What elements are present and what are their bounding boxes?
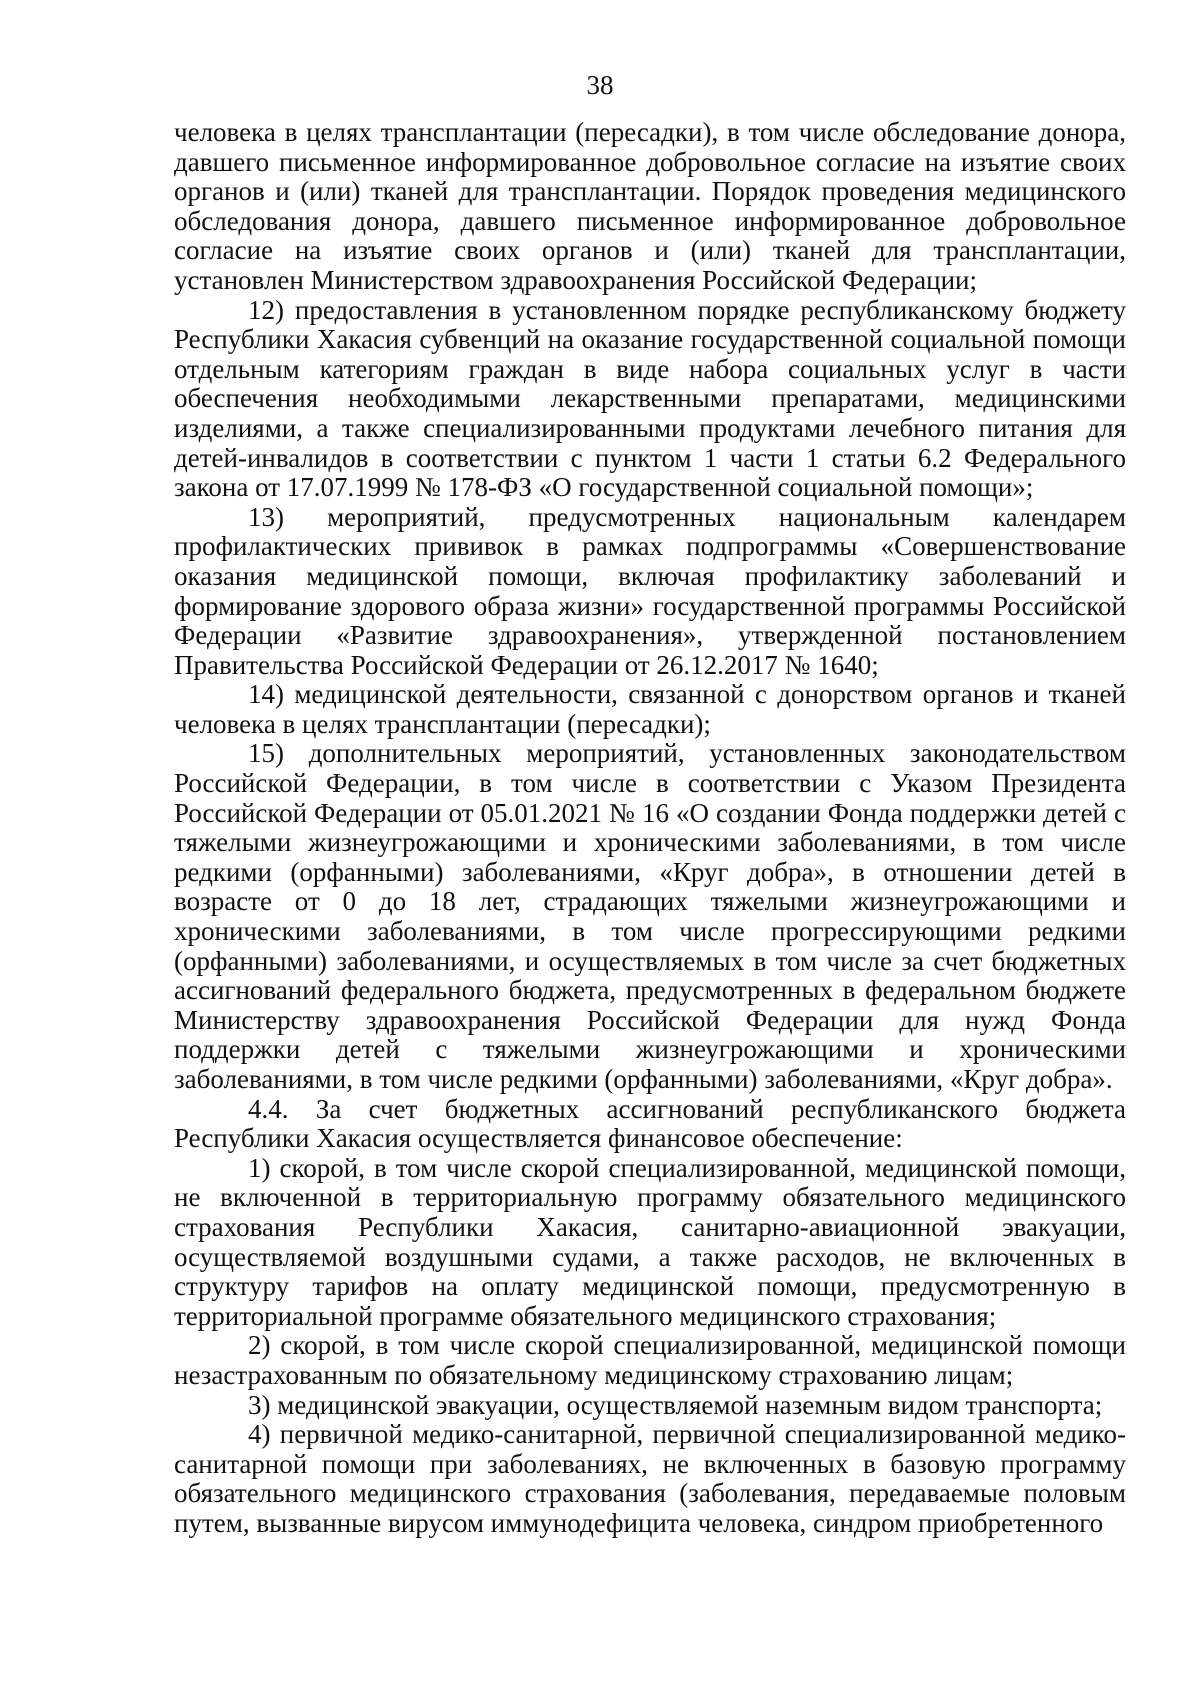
paragraph-subitem-4: 4) первичной медико-санитарной, первичной специализированной медико-санитарной помощи при заболеваниях, не включенных в базовую программу обязательного медицинского страхования (заболевания, передаваемые половым путем, вызванные вирусом иммунодефицита человека, синдром приобретенного [174, 1419, 1126, 1538]
paragraph-subitem-3: 3) медицинской эвакуации, осуществляемой наземным видом транспорта; [248, 1389, 1103, 1420]
document-body [174, 118, 1126, 1539]
paragraph-item-14: 14) медицинской деятельности, связанной с донорством органов и тканей человека в целях трансплантации (пересадки); [174, 679, 1126, 739]
paragraph-item-13: 13) мероприятий, предусмотренных национальным календарем профилактических прививок в рамках подпрограммы «Совершенствование оказания медицинской помощи, включая профилактику заболеваний и формирование здорового образа жизни» государственной программы Российской Федерации «Развитие здравоохранения», утвержденной постановлением Правительства Российской Федерации от 26.12.2017 № 1640; [174, 501, 1126, 680]
paragraph-subitem-1: 1) скорой, в том числе скорой специализированной, медицинской помощи, не включенной в территориальную программу обязательного медицинского страхования Республики Хакасия, санитарно-авиационной эвакуации, осуществляемой воздушными судами, а также расходов, не включенных в структуру тарифов на оплату медицинской помощи, предусмотренную в территориальной программе обязательного медицинского страхования; [174, 1152, 1126, 1331]
page-number: 38 [586, 70, 614, 100]
paragraph-item-15: 15) дополнительных мероприятий, установленных законодательством Российской Федерации, в том числе в соответствии с Указом Президента Российской Федерации от 05.01.2021 № 16 «О создании Фонда поддержки детей с тяжелыми жизнеугрожающими и хроническими заболеваниями, в том числе редкими (орфанными) заболеваниями, «Круг добра», в отношении детей в возрасте от 0 до 18 лет, страдающих тяжелыми жизнеугрожающими и хроническими заболеваниями, в том числе прогрессирующими редкими (орфанными) заболеваниями, и осуществляемых в том числе за счет бюджетных ассигнований федерального бюджета, предусмотренных в федеральном бюджете Министерству здравоохранения Российской Федерации для нужд Фонда поддержки детей с тяжелыми жизнеугрожающими и хроническими заболеваниями, в том числе редкими (орфанными) заболеваниями, «Круг добра». [174, 738, 1126, 1094]
paragraph-section-4-4: 4.4. За счет бюджетных ассигнований республиканского бюджета Республики Хакасия осуществляется финансовое обеспечение: [174, 1093, 1126, 1154]
paragraph-continuation: человека в целях трансплантации (пересадки), в том числе обследование донора, давшего письменное информированное добровольное согласие на изъятие своих органов и (или) тканей для трансплантации. Порядок проведения медицинского обследования донора, давшего письменное информированное добровольное согласие на изъятие своих органов и (или) тканей для трансплантации, установлен Министерством здравоохранения Российской Федерации; [174, 117, 1126, 295]
paragraph-subitem-2: 2) скорой, в том числе скорой специализированной, медицинской помощи незастрахованным по обязательному медицинскому страхованию лицам; [174, 1330, 1126, 1390]
paragraph-item-12: 12) предоставления в установленном порядке республиканскому бюджету Республики Хакасия субвенций на оказание государственной социальной помощи отдельным категориям граждан в виде набора социальных услуг в части обеспечения необходимыми лекарственными препаратами, медицинскими изделиями, а также специализированными продуктами лечебного питания для детей-инвалидов в соответствии с пунктом 1 части 1 статьи 6.2 Федерального закона от 17.07.1999 № 178-ФЗ «О государственной социальной помощи»; [174, 294, 1126, 503]
